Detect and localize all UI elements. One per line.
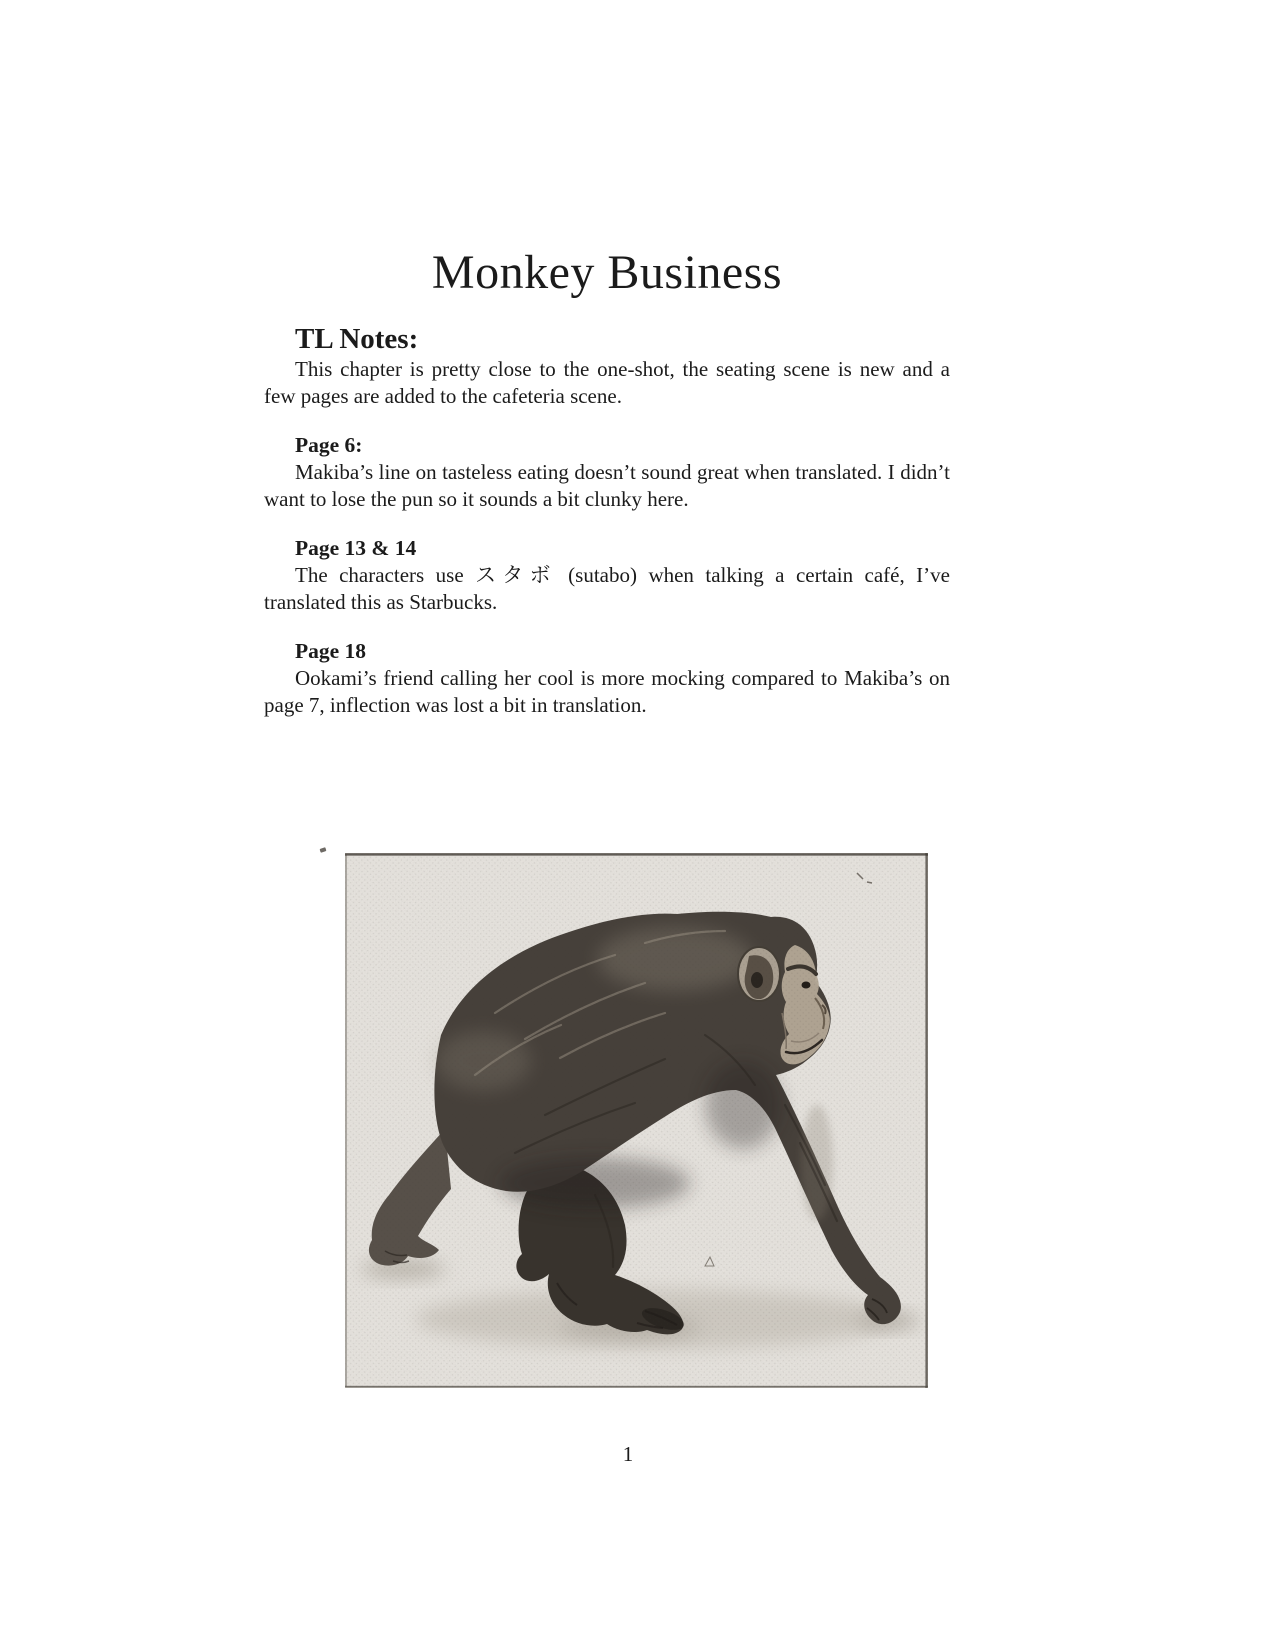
tl-notes-heading: TL Notes:: [295, 323, 419, 355]
print-speck: [320, 847, 327, 853]
page-title: Monkey Business: [431, 246, 783, 299]
section-paragraph-page-6: Makiba’s line on tasteless eating doesn’t sound great when translated. I didn’t want to lose the pun so it sounds a bit clunky here.: [264, 460, 950, 511]
page-number: 1: [622, 1442, 634, 1466]
figure-chimpanzee: [345, 853, 928, 1388]
section-heading-page-13-14: Page 13 & 14: [295, 536, 417, 560]
section-heading-page-18: Page 18: [295, 639, 367, 663]
section-paragraph-page-13-14: The characters use スタボ (sutabo) when talking a certain café, I’ve translated this as Starbucks.: [264, 563, 950, 614]
section-paragraph-page-18: Ookami’s friend calling her cool is more mocking compared to Makiba’s on page 7, inflection was lost a bit in translation.: [264, 666, 950, 717]
section-heading-page-6: Page 6:: [295, 433, 363, 457]
chimpanzee-illustration: [345, 853, 928, 1388]
intro-paragraph: This chapter is pretty close to the one-shot, the seating scene is new and a few pages are added to the cafeteria scene.: [264, 357, 950, 408]
